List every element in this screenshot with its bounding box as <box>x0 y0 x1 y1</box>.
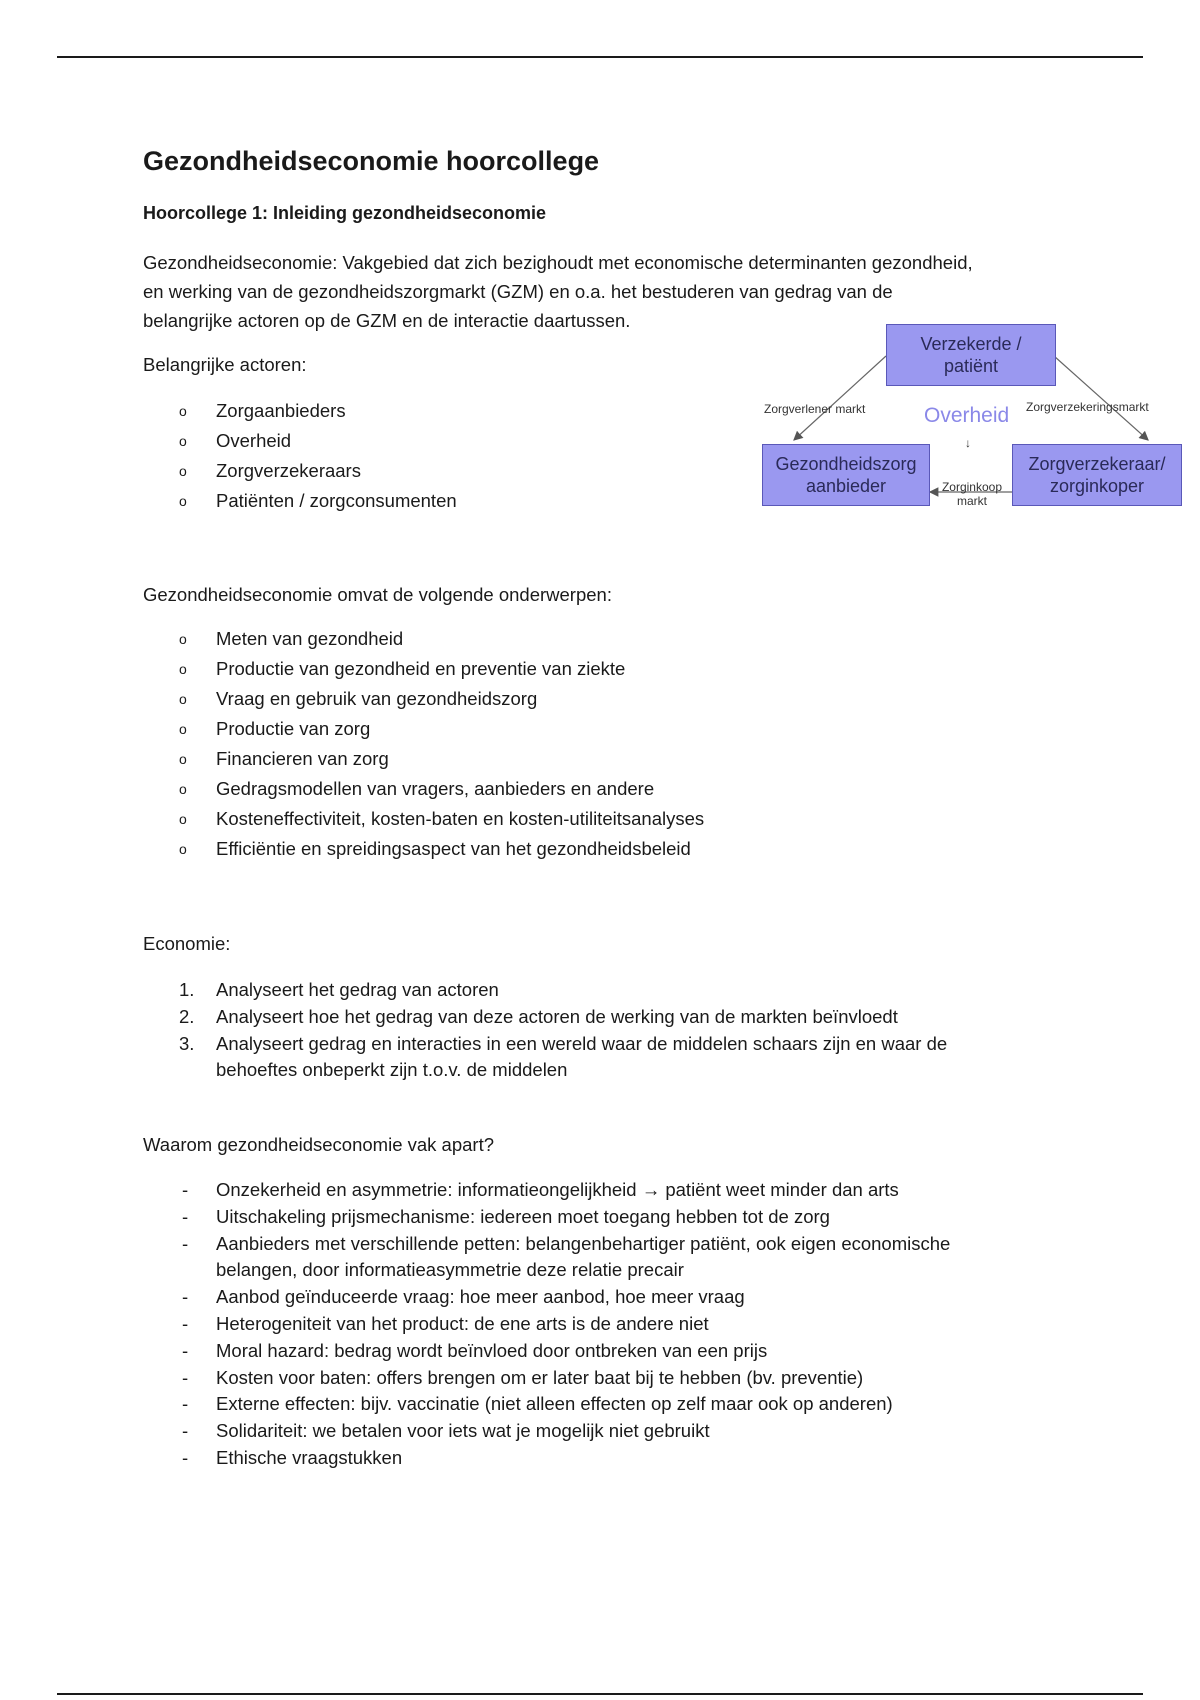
market-diagram <box>762 322 1192 512</box>
circle-bullet-icon: o <box>179 751 187 767</box>
circle-bullet-icon: o <box>179 781 187 797</box>
dash-bullet-icon: - <box>182 1339 189 1361</box>
list-item: - Aanbieders met verschillende petten: belangenbehartiger patiënt, ook eigen economische belangen, door informatieasymmetrie deze relatie precair <box>182 1232 951 1281</box>
list-item: o Zorgaanbieders <box>143 396 457 426</box>
list-item: o Productie van zorg <box>143 714 704 744</box>
purchasing-market-label: Zorginkoop markt <box>941 480 1003 508</box>
header-rule <box>57 56 1143 58</box>
list-item: 2. Analyseert hoe het gedrag van deze actoren de werking van de markten beïnvloedt <box>179 1006 898 1027</box>
dash-bullet-icon: - <box>182 1205 189 1227</box>
dash-bullet-icon: - <box>182 1420 189 1442</box>
circle-bullet-icon: o <box>179 631 187 647</box>
list-item: o Efficiëntie en spreidingsaspect van het gezondheidsbeleid <box>143 834 704 864</box>
circle-bullet-icon: o <box>179 841 187 857</box>
insured-patient-box: Verzekerde / patiënt <box>886 324 1056 386</box>
list-item: - Kosten voor baten: offers brengen om er later baat bij te hebben (bv. preventie) <box>143 1365 950 1392</box>
actors-list <box>143 396 457 516</box>
dash-bullet-icon: - <box>182 1232 189 1254</box>
list-item: - Uitschakeling prijsmechanisme: iedereen moet toegang hebben tot de zorg <box>143 1204 950 1231</box>
circle-bullet-icon: o <box>179 691 187 707</box>
circle-bullet-icon: o <box>179 493 187 509</box>
economy-list <box>143 977 947 1083</box>
dash-bullet-icon: - <box>182 1446 189 1468</box>
list-item: - Ethische vraagstukken <box>143 1445 950 1472</box>
topics-heading: Gezondheidseconomie omvat de volgende onderwerpen: <box>143 584 612 605</box>
list-item: - Moral hazard: bedrag wordt beïnvloed door ontbreken van een prijs <box>143 1338 950 1365</box>
care-provider-market-label: Zorgverlener markt <box>764 402 866 416</box>
document-title: Gezondheidseconomie hoorcollege <box>143 146 600 176</box>
why-heading: Waarom gezondheidseconomie vak apart? <box>143 1134 495 1155</box>
list-item: o Vraag en gebruik van gezondheidszorg <box>143 684 704 714</box>
insurance-market-label: Zorgverzekeringsmarkt <box>1026 400 1149 414</box>
government-label: Overheid <box>924 404 1010 427</box>
list-item: o Overheid <box>143 426 457 456</box>
list-item: 3. Analyseert gedrag en interacties in een wereld waar de middelen schaars zijn en waar de behoeftes onbeperkt zijn t.o.v. de middelen <box>179 1033 948 1080</box>
list-item: - Externe effecten: bijv. vaccinatie (niet alleen effecten op zelf maar ook op anderen) <box>143 1391 950 1418</box>
intro-line: en werking van de gezondheidszorgmarkt (GZM) en o.a. het bestuderen van gedrag van de <box>143 281 893 302</box>
list-item: - Onzekerheid en asymmetrie: informatieongelijkheid → patiënt weet minder dan arts <box>143 1177 950 1204</box>
circle-bullet-icon: o <box>179 811 187 827</box>
dash-bullet-icon: - <box>182 1393 189 1415</box>
circle-bullet-icon: o <box>179 721 187 737</box>
list-item: - Aanbod geïnduceerde vraag: hoe meer aanbod, hoe meer vraag <box>143 1284 950 1311</box>
down-arrow-icon: ↓ <box>965 436 971 450</box>
list-item: o Gedragsmodellen van vragers, aanbieders en andere <box>143 774 704 804</box>
list-item: - Solidariteit: we betalen voor iets wat je mogelijk niet gebruikt <box>143 1418 950 1445</box>
intro-line: Gezondheidseconomie: Vakgebied dat zich bezighoudt met economische determinanten gezondheid, <box>143 252 973 273</box>
list-item: o Zorgverzekeraars <box>143 456 457 486</box>
list-item: 1. Analyseert het gedrag van actoren <box>179 979 499 1000</box>
list-item: o Productie van gezondheid en preventie van ziekte <box>143 654 704 684</box>
topics-list <box>143 624 704 864</box>
circle-bullet-icon: o <box>179 433 187 449</box>
circle-bullet-icon: o <box>179 661 187 677</box>
list-item: o Patiënten / zorgconsumenten <box>143 486 457 516</box>
insurer-box: Zorgverzekeraar/ zorginkoper <box>1012 444 1182 506</box>
dash-bullet-icon: - <box>182 1286 189 1308</box>
dash-bullet-icon: - <box>182 1366 189 1388</box>
list-item: o Meten van gezondheid <box>143 624 704 654</box>
dash-bullet-icon: - <box>182 1312 189 1334</box>
intro-line: belangrijke actoren op de GZM en de interactie daartussen. <box>143 310 631 331</box>
footer-rule <box>57 1693 1143 1695</box>
why-list <box>143 1177 950 1472</box>
dash-bullet-icon: - <box>182 1179 189 1200</box>
economy-heading: Economie: <box>143 933 231 954</box>
connector-line <box>794 356 886 440</box>
lecture-subtitle: Hoorcollege 1: Inleiding gezondheidseconomie <box>143 203 547 223</box>
connector-line <box>1054 356 1148 440</box>
list-item: o Financieren van zorg <box>143 744 704 774</box>
list-item: - Heterogeniteit van het product: de ene arts is de andere niet <box>143 1311 950 1338</box>
circle-bullet-icon: o <box>179 463 187 479</box>
circle-bullet-icon: o <box>179 403 187 419</box>
care-provider-box: Gezondheidszorg aanbieder <box>762 444 930 506</box>
list-item: o Kosteneffectiviteit, kosten-baten en kosten-utiliteitsanalyses <box>143 804 704 834</box>
actors-heading: Belangrijke actoren: <box>143 354 307 375</box>
